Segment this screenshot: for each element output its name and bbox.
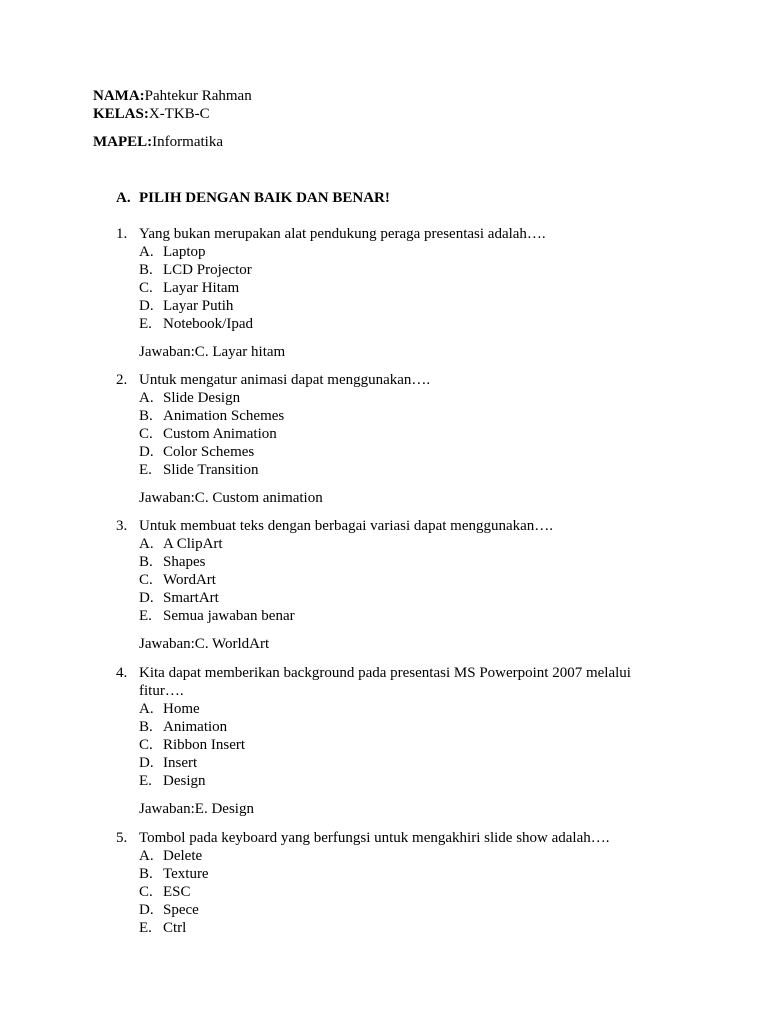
option-item: [139, 243, 676, 261]
option-text: LCD Projector: [163, 262, 252, 278]
option-letter: B.: [139, 719, 153, 735]
option-text: Color Schemes: [163, 444, 255, 460]
question-1: [116, 225, 676, 361]
question-2: [116, 371, 676, 507]
question-4: [116, 664, 676, 818]
option-item: [139, 389, 676, 407]
question-number: 5.: [116, 830, 128, 846]
option-letter: A.: [139, 390, 154, 406]
option-item: [139, 553, 676, 571]
question-3: [116, 517, 676, 653]
option-item: [139, 407, 676, 425]
option-text: SmartArt: [163, 590, 219, 606]
option-letter: B.: [139, 554, 153, 570]
option-item: [139, 883, 676, 901]
option-text: Spece: [163, 902, 199, 918]
option-item: [139, 315, 676, 333]
option-text: Ctrl: [163, 920, 187, 936]
question-number: 4.: [116, 665, 128, 681]
question-text: Yang bukan merupakan alat pendukung peraga presentasi adalah….: [139, 226, 546, 242]
option-letter: E.: [139, 316, 152, 332]
name-line: [93, 87, 252, 105]
option-text: Slide Transition: [163, 462, 259, 478]
section-letter: A.: [116, 190, 131, 206]
option-text: Design: [163, 773, 206, 789]
option-letter: E.: [139, 920, 152, 936]
option-letter: D.: [139, 902, 154, 918]
option-item: [139, 607, 676, 625]
option-item: [139, 425, 676, 443]
option-letter: A.: [139, 536, 154, 552]
option-text: Ribbon Insert: [163, 737, 246, 753]
name-label: NAMA:: [93, 88, 145, 104]
option-letter: E.: [139, 773, 152, 789]
option-item: [139, 571, 676, 589]
option-letter: C.: [139, 884, 153, 900]
option-text: Shapes: [163, 554, 206, 570]
option-text: Layar Hitam: [163, 280, 240, 296]
option-letter: D.: [139, 755, 154, 771]
option-item: [139, 297, 676, 315]
option-item: [139, 535, 676, 553]
answer-text: Jawaban:C. WorldArt: [139, 636, 270, 652]
option-letter: D.: [139, 298, 154, 314]
option-text: Notebook/Ipad: [163, 316, 253, 332]
question-text: Untuk mengatur animasi dapat menggunakan….: [139, 372, 431, 388]
option-letter: C.: [139, 280, 153, 296]
subject-label: MAPEL:: [93, 134, 153, 150]
option-text: Insert: [163, 755, 198, 771]
option-item: [139, 718, 676, 736]
option-item: [139, 700, 676, 718]
option-item: [139, 865, 676, 883]
question-text: Untuk membuat teks dengan berbagai variasi dapat menggunakan….: [139, 518, 554, 534]
option-text: Layar Putih: [163, 298, 234, 314]
option-item: [139, 847, 676, 865]
subject-value: Informatika: [152, 134, 223, 150]
answer-text: Jawaban:C. Layar hitam: [139, 344, 286, 360]
option-letter: A.: [139, 848, 154, 864]
option-text: Custom Animation: [163, 426, 277, 442]
question-5: [116, 829, 676, 937]
option-text: Slide Design: [163, 390, 241, 406]
option-letter: C.: [139, 737, 153, 753]
option-item: [139, 261, 676, 279]
option-letter: E.: [139, 608, 152, 624]
option-text: ESC: [163, 884, 191, 900]
option-text: Animation Schemes: [163, 408, 285, 424]
section-title: PILIH DENGAN BAIK DAN BENAR!: [139, 190, 390, 206]
option-item: [139, 772, 676, 790]
option-item: [139, 754, 676, 772]
option-letter: B.: [139, 408, 153, 424]
option-letter: E.: [139, 462, 152, 478]
class-line: [93, 105, 210, 123]
option-letter: D.: [139, 444, 154, 460]
option-item: [139, 919, 676, 937]
option-item: [139, 461, 676, 479]
option-item: [139, 589, 676, 607]
answer-text: Jawaban:E. Design: [139, 801, 254, 817]
option-text: Laptop: [163, 244, 206, 260]
option-letter: A.: [139, 244, 154, 260]
option-item: [139, 443, 676, 461]
option-letter: B.: [139, 866, 153, 882]
option-item: [139, 901, 676, 919]
question-number: 1.: [116, 226, 128, 242]
option-letter: C.: [139, 426, 153, 442]
option-letter: A.: [139, 701, 154, 717]
section-heading: [116, 189, 390, 207]
option-text: Delete: [163, 848, 203, 864]
question-text: Tombol pada keyboard yang berfungsi untuk mengakhiri slide show adalah….: [139, 830, 610, 846]
class-label: KELAS:: [93, 106, 149, 122]
question-text: Kita dapat memberikan background pada presentasi MS Powerpoint 2007 melalui fitur….: [139, 665, 631, 699]
option-text: Home: [163, 701, 200, 717]
option-item: [139, 736, 676, 754]
question-number: 2.: [116, 372, 128, 388]
option-item: [139, 279, 676, 297]
subject-line: [93, 133, 223, 151]
option-letter: B.: [139, 262, 153, 278]
class-value: X-TKB-C: [148, 106, 210, 122]
question-number: 3.: [116, 518, 128, 534]
name-value: Pahtekur Rahman: [144, 88, 252, 104]
option-text: Texture: [163, 866, 209, 882]
option-letter: C.: [139, 572, 153, 588]
answer-text: Jawaban:C. Custom animation: [139, 490, 323, 506]
option-text: A ClipArt: [163, 536, 223, 552]
option-letter: D.: [139, 590, 154, 606]
option-text: Semua jawaban benar: [163, 608, 295, 624]
option-text: WordArt: [163, 572, 216, 588]
option-text: Animation: [163, 719, 228, 735]
